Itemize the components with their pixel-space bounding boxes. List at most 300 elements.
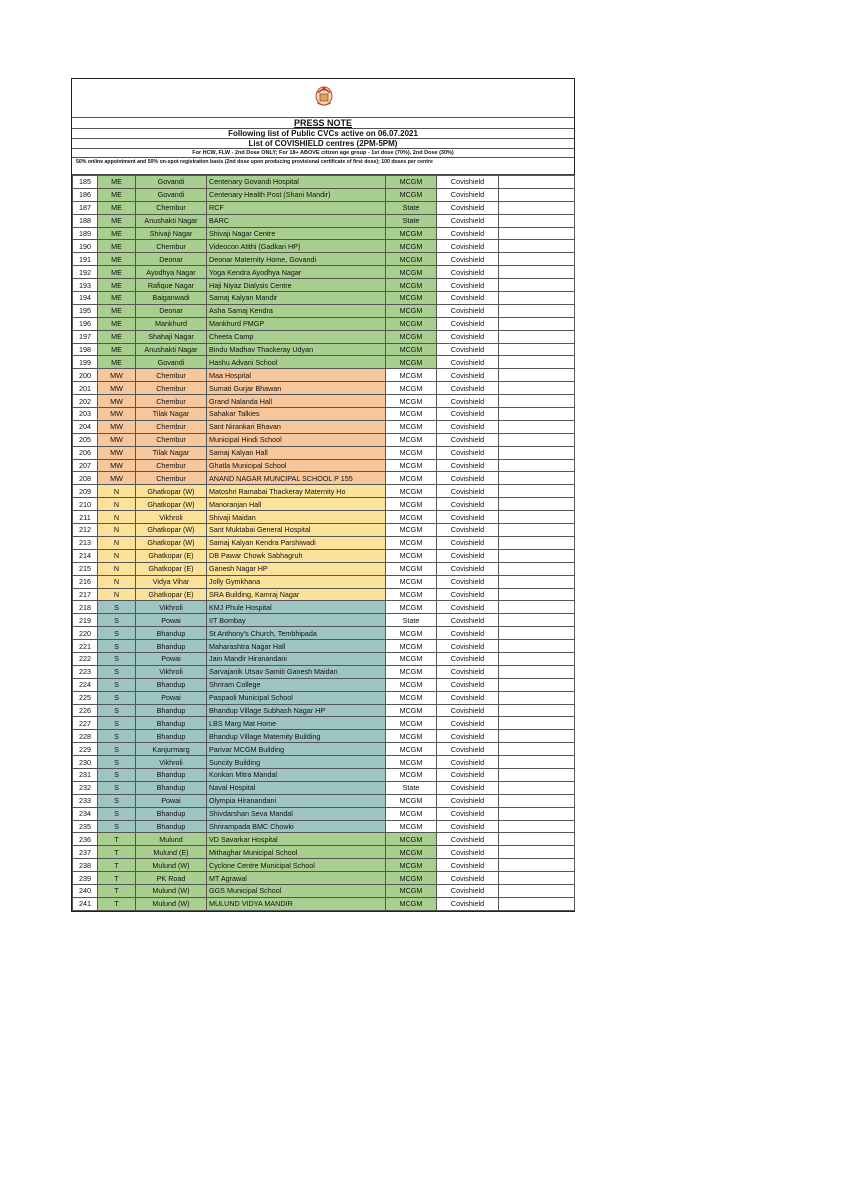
ward-code: MW	[98, 369, 136, 382]
table-row	[73, 820, 575, 833]
vaccine-name: Covishield	[437, 343, 499, 356]
centre-name: Hashu Advani School	[207, 356, 386, 369]
area-name: Shahaji Nagar	[136, 330, 207, 343]
blank-cell	[499, 884, 575, 897]
authority: MCGM	[386, 317, 437, 330]
serial-number: 223	[73, 665, 98, 678]
serial-number: 218	[73, 601, 98, 614]
area-name: Ghatkopar (W)	[136, 498, 207, 511]
centre-name: Municipal Hindi School	[207, 433, 386, 446]
area-name: Chembur	[136, 472, 207, 485]
blank-cell	[499, 820, 575, 833]
centre-name: Jain Mandir Hiranandani	[207, 652, 386, 665]
mcgm-emblem-icon	[313, 83, 335, 107]
area-name: Govandi	[136, 176, 207, 189]
centre-name: Sahakar Talkies	[207, 408, 386, 421]
table-row	[73, 756, 575, 769]
blank-cell	[499, 227, 575, 240]
blank-cell	[499, 369, 575, 382]
table-row	[73, 536, 575, 549]
ward-code: ME	[98, 214, 136, 227]
authority: MCGM	[386, 640, 437, 653]
vaccine-name: Covishield	[437, 884, 499, 897]
authority: MCGM	[386, 330, 437, 343]
area-name: Vikhroli	[136, 511, 207, 524]
centre-name: Samaj Kalyan Hall	[207, 446, 386, 459]
blank-cell	[499, 691, 575, 704]
centre-name: Bhandup Village Subhash Nagar HP	[207, 704, 386, 717]
authority: MCGM	[386, 897, 437, 910]
authority: MCGM	[386, 768, 437, 781]
authority: MCGM	[386, 807, 437, 820]
area-name: Bhandup	[136, 768, 207, 781]
area-name: Bhandup	[136, 627, 207, 640]
centre-name: Shriram College	[207, 678, 386, 691]
blank-cell	[499, 201, 575, 214]
vaccine-name: Covishield	[437, 820, 499, 833]
centre-name: Videocon Atithi (Gadkari HP)	[207, 240, 386, 253]
serial-number: 213	[73, 536, 98, 549]
blank-cell	[499, 253, 575, 266]
area-name: Vikhroli	[136, 756, 207, 769]
vaccine-name: Covishield	[437, 459, 499, 472]
area-name: Govandi	[136, 188, 207, 201]
ward-code: N	[98, 549, 136, 562]
centre-name: Sant Muktabai General Hospital	[207, 524, 386, 537]
ward-code: T	[98, 897, 136, 910]
table-row	[73, 704, 575, 717]
table-row	[73, 794, 575, 807]
area-name: Chembur	[136, 459, 207, 472]
ward-code: N	[98, 536, 136, 549]
serial-number: 225	[73, 691, 98, 704]
ward-code: N	[98, 498, 136, 511]
vaccine-name: Covishield	[437, 253, 499, 266]
authority: MCGM	[386, 253, 437, 266]
serial-number: 232	[73, 781, 98, 794]
vaccine-name: Covishield	[437, 807, 499, 820]
vaccine-name: Covishield	[437, 704, 499, 717]
serial-number: 238	[73, 859, 98, 872]
area-name: Ghatkopar (W)	[136, 524, 207, 537]
area-name: Powai	[136, 691, 207, 704]
centre-name: Grand Nalanda Hall	[207, 395, 386, 408]
centre-name: Shivaji Nagar Centre	[207, 227, 386, 240]
vaccine-name: Covishield	[437, 176, 499, 189]
centre-name: Cheeta Camp	[207, 330, 386, 343]
blank-cell	[499, 382, 575, 395]
ward-code: S	[98, 665, 136, 678]
ward-code: S	[98, 640, 136, 653]
ward-code: N	[98, 588, 136, 601]
ward-code: S	[98, 730, 136, 743]
authority: MCGM	[386, 704, 437, 717]
vaccine-name: Covishield	[437, 652, 499, 665]
centre-name: Parivar MCGM Building	[207, 743, 386, 756]
area-name: Chembur	[136, 382, 207, 395]
ward-code: MW	[98, 446, 136, 459]
blank-cell	[499, 524, 575, 537]
logo-area	[72, 79, 574, 118]
ward-code: S	[98, 756, 136, 769]
serial-number: 235	[73, 820, 98, 833]
table-row	[73, 524, 575, 537]
serial-number: 192	[73, 266, 98, 279]
area-name: Deonar	[136, 304, 207, 317]
ward-code: S	[98, 601, 136, 614]
blank-cell	[499, 292, 575, 305]
vaccine-name: Covishield	[437, 640, 499, 653]
authority: MCGM	[386, 730, 437, 743]
table-row	[73, 356, 575, 369]
blank-cell	[499, 614, 575, 627]
table-row	[73, 846, 575, 859]
serial-number: 194	[73, 292, 98, 305]
authority: MCGM	[386, 511, 437, 524]
table-row	[73, 292, 575, 305]
serial-number: 198	[73, 343, 98, 356]
cvc-table	[72, 175, 575, 911]
blank-cell	[499, 266, 575, 279]
vaccine-name: Covishield	[437, 756, 499, 769]
serial-number: 222	[73, 652, 98, 665]
centre-name: VD Savarkar Hospital	[207, 833, 386, 846]
authority: State	[386, 781, 437, 794]
vaccine-name: Covishield	[437, 678, 499, 691]
area-name: Ghatkopar (E)	[136, 562, 207, 575]
ward-code: ME	[98, 188, 136, 201]
blank-cell	[499, 472, 575, 485]
authority: MCGM	[386, 678, 437, 691]
blank-cell	[499, 279, 575, 292]
table-row	[73, 395, 575, 408]
serial-number: 220	[73, 627, 98, 640]
authority: MCGM	[386, 743, 437, 756]
authority: MCGM	[386, 433, 437, 446]
vaccine-name: Covishield	[437, 872, 499, 885]
authority: MCGM	[386, 859, 437, 872]
ward-code: MW	[98, 420, 136, 433]
blank-cell	[499, 240, 575, 253]
area-name: Bhandup	[136, 820, 207, 833]
centre-name: Ghatla Municipal School	[207, 459, 386, 472]
table-row	[73, 201, 575, 214]
vaccine-name: Covishield	[437, 665, 499, 678]
centre-name: Asha Samaj Kendra	[207, 304, 386, 317]
active-date-line: Following list of Public CVCs active on 06.07.2021	[72, 129, 574, 139]
vaccine-name: Covishield	[437, 859, 499, 872]
table-row	[73, 279, 575, 292]
blank-cell	[499, 343, 575, 356]
table-row	[73, 588, 575, 601]
blank-cell	[499, 330, 575, 343]
centre-name: Yoga Kendra Ayodhya Nagar	[207, 266, 386, 279]
serial-number: 237	[73, 846, 98, 859]
serial-number: 195	[73, 304, 98, 317]
vaccine-name: Covishield	[437, 266, 499, 279]
centre-name: Maa Hospital	[207, 369, 386, 382]
authority: MCGM	[386, 292, 437, 305]
serial-number: 189	[73, 227, 98, 240]
area-name: Bhandup	[136, 781, 207, 794]
area-name: Vikhroli	[136, 665, 207, 678]
table-row	[73, 343, 575, 356]
list-title-line: List of COVISHIELD centres (2PM-5PM)	[72, 139, 574, 149]
authority: MCGM	[386, 588, 437, 601]
authority: MCGM	[386, 240, 437, 253]
authority: State	[386, 614, 437, 627]
serial-number: 211	[73, 511, 98, 524]
authority: MCGM	[386, 420, 437, 433]
authority: State	[386, 214, 437, 227]
table-row	[73, 768, 575, 781]
area-name: Chembur	[136, 433, 207, 446]
table-row	[73, 472, 575, 485]
authority: MCGM	[386, 524, 437, 537]
table-row	[73, 601, 575, 614]
table-row	[73, 498, 575, 511]
authority: MCGM	[386, 549, 437, 562]
serial-number: 205	[73, 433, 98, 446]
press-note-title: PRESS NOTE	[72, 118, 574, 129]
authority: MCGM	[386, 691, 437, 704]
blank-cell	[499, 717, 575, 730]
vaccine-name: Covishield	[437, 562, 499, 575]
centre-name: RCF	[207, 201, 386, 214]
ward-code: T	[98, 872, 136, 885]
ward-code: S	[98, 652, 136, 665]
blank-cell	[499, 446, 575, 459]
serial-number: 197	[73, 330, 98, 343]
ward-code: ME	[98, 356, 136, 369]
serial-number: 191	[73, 253, 98, 266]
vaccine-name: Covishield	[437, 601, 499, 614]
ward-code: ME	[98, 266, 136, 279]
vaccine-name: Covishield	[437, 472, 499, 485]
vaccine-name: Covishield	[437, 201, 499, 214]
vaccine-name: Covishield	[437, 382, 499, 395]
ward-code: ME	[98, 317, 136, 330]
area-name: Rafique Nagar	[136, 279, 207, 292]
centre-name: Samaj Kalyan Mandir	[207, 292, 386, 305]
ward-code: ME	[98, 201, 136, 214]
area-name: Baiganwadi	[136, 292, 207, 305]
centre-name: Shivdarshan Seva Mandal	[207, 807, 386, 820]
vaccine-name: Covishield	[437, 485, 499, 498]
table-row	[73, 408, 575, 421]
vaccine-name: Covishield	[437, 317, 499, 330]
serial-number: 201	[73, 382, 98, 395]
vaccine-name: Covishield	[437, 768, 499, 781]
authority: MCGM	[386, 459, 437, 472]
ward-code: ME	[98, 330, 136, 343]
blank-cell	[499, 730, 575, 743]
authority: MCGM	[386, 575, 437, 588]
centre-name: Sarvajanik Utsav Samiti Ganesh Maidan	[207, 665, 386, 678]
table-row	[73, 382, 575, 395]
vaccine-name: Covishield	[437, 188, 499, 201]
serial-number: 224	[73, 678, 98, 691]
vaccine-name: Covishield	[437, 833, 499, 846]
ward-code: S	[98, 627, 136, 640]
ward-code: N	[98, 524, 136, 537]
table-row	[73, 369, 575, 382]
blank-cell	[499, 536, 575, 549]
area-name: Ghatkopar (E)	[136, 549, 207, 562]
authority: MCGM	[386, 820, 437, 833]
ward-code: S	[98, 691, 136, 704]
vaccine-name: Covishield	[437, 846, 499, 859]
vaccine-name: Covishield	[437, 588, 499, 601]
table-row	[73, 433, 575, 446]
centre-name: Mankhurd PMGP	[207, 317, 386, 330]
vaccine-name: Covishield	[437, 446, 499, 459]
authority: MCGM	[386, 665, 437, 678]
serial-number: 214	[73, 549, 98, 562]
serial-number: 227	[73, 717, 98, 730]
authority: MCGM	[386, 266, 437, 279]
vaccine-name: Covishield	[437, 717, 499, 730]
table-row	[73, 691, 575, 704]
blank-cell	[499, 562, 575, 575]
ward-code: S	[98, 820, 136, 833]
serial-number: 216	[73, 575, 98, 588]
centre-name: Shivaji Maidan	[207, 511, 386, 524]
area-name: Anushakti Nagar	[136, 214, 207, 227]
blank-cell	[499, 768, 575, 781]
centre-name: Suncity Building	[207, 756, 386, 769]
ward-code: MW	[98, 433, 136, 446]
blank-cell	[499, 188, 575, 201]
area-name: Chembur	[136, 420, 207, 433]
serial-number: 240	[73, 884, 98, 897]
table-row	[73, 253, 575, 266]
vaccine-name: Covishield	[437, 292, 499, 305]
ward-code: S	[98, 743, 136, 756]
vaccine-name: Covishield	[437, 304, 499, 317]
area-name: Ayodhya Nagar	[136, 266, 207, 279]
blank-cell	[499, 833, 575, 846]
serial-number: 221	[73, 640, 98, 653]
centre-name: Maharashtra Nagar Hall	[207, 640, 386, 653]
ward-code: ME	[98, 279, 136, 292]
table-row	[73, 717, 575, 730]
ward-code: ME	[98, 176, 136, 189]
authority: MCGM	[386, 872, 437, 885]
area-name: Chembur	[136, 240, 207, 253]
centre-name: GGS Municipal School	[207, 884, 386, 897]
blank-cell	[499, 459, 575, 472]
centre-name: Sant Nirankari Bhavan	[207, 420, 386, 433]
centre-name: Ganesh Nagar HP	[207, 562, 386, 575]
blank-cell	[499, 627, 575, 640]
centre-name: Centenary Health Post (Shani Mandir)	[207, 188, 386, 201]
area-name: Govandi	[136, 356, 207, 369]
authority: MCGM	[386, 846, 437, 859]
serial-number: 229	[73, 743, 98, 756]
serial-number: 233	[73, 794, 98, 807]
authority: MCGM	[386, 536, 437, 549]
dose-criteria-line: For HCW, FLW - 2nd Dose ONLY; For 18+ ABOVE citizen age group - 1st dose (70%), 2nd Dose (30%)	[72, 149, 574, 158]
table-row	[73, 214, 575, 227]
area-name: Mulund	[136, 833, 207, 846]
area-name: Bhandup	[136, 730, 207, 743]
centre-name: DB Pawar Chowk Sabhagruh	[207, 549, 386, 562]
blank-cell	[499, 498, 575, 511]
serial-number: 212	[73, 524, 98, 537]
authority: MCGM	[386, 601, 437, 614]
serial-number: 226	[73, 704, 98, 717]
blank-cell	[499, 704, 575, 717]
vaccine-name: Covishield	[437, 511, 499, 524]
area-name: Vidya Vihar	[136, 575, 207, 588]
serial-number: 200	[73, 369, 98, 382]
serial-number: 219	[73, 614, 98, 627]
centre-name: Centenary Govandi Hospital	[207, 176, 386, 189]
centre-name: Naval Hospital	[207, 781, 386, 794]
table-row	[73, 188, 575, 201]
area-name: Mulund (W)	[136, 884, 207, 897]
centre-name: Sumati Gurjar Bhawan	[207, 382, 386, 395]
area-name: Anushakti Nagar	[136, 343, 207, 356]
area-name: PK Road	[136, 872, 207, 885]
ward-code: T	[98, 846, 136, 859]
vaccine-name: Covishield	[437, 614, 499, 627]
serial-number: 196	[73, 317, 98, 330]
serial-number: 204	[73, 420, 98, 433]
authority: MCGM	[386, 562, 437, 575]
area-name: Ghatkopar (E)	[136, 588, 207, 601]
serial-number: 215	[73, 562, 98, 575]
ward-code: S	[98, 807, 136, 820]
table-row	[73, 511, 575, 524]
ward-code: MW	[98, 472, 136, 485]
vaccine-name: Covishield	[437, 691, 499, 704]
table-row	[73, 304, 575, 317]
blank-cell	[499, 433, 575, 446]
centre-name: Bindu Madhav Thackeray Udyan	[207, 343, 386, 356]
serial-number: 203	[73, 408, 98, 421]
table-row	[73, 897, 575, 910]
table-row	[73, 627, 575, 640]
blank-cell	[499, 897, 575, 910]
authority: MCGM	[386, 652, 437, 665]
blank-cell	[499, 601, 575, 614]
vaccine-name: Covishield	[437, 730, 499, 743]
centre-name: SRA Building, Kamraj Nagar	[207, 588, 386, 601]
table-row	[73, 176, 575, 189]
serial-number: 231	[73, 768, 98, 781]
centre-name: Haji Niyaz Dialysis Centre	[207, 279, 386, 292]
serial-number: 186	[73, 188, 98, 201]
centre-name: Samaj Kalyan Kendra Parshiwadi	[207, 536, 386, 549]
ward-code: ME	[98, 343, 136, 356]
centre-name: BARC	[207, 214, 386, 227]
table-row	[73, 859, 575, 872]
table-row	[73, 640, 575, 653]
area-name: Mulund (W)	[136, 859, 207, 872]
blank-cell	[499, 356, 575, 369]
area-name: Chembur	[136, 369, 207, 382]
ward-code: MW	[98, 382, 136, 395]
serial-number: 217	[73, 588, 98, 601]
blank-cell	[499, 485, 575, 498]
centre-name: Konkan Mitra Mandal	[207, 768, 386, 781]
centre-name: ANAND NAGAR MUNCIPAL SCHOOL P 155	[207, 472, 386, 485]
vaccine-name: Covishield	[437, 369, 499, 382]
ward-code: S	[98, 704, 136, 717]
ward-code: ME	[98, 240, 136, 253]
